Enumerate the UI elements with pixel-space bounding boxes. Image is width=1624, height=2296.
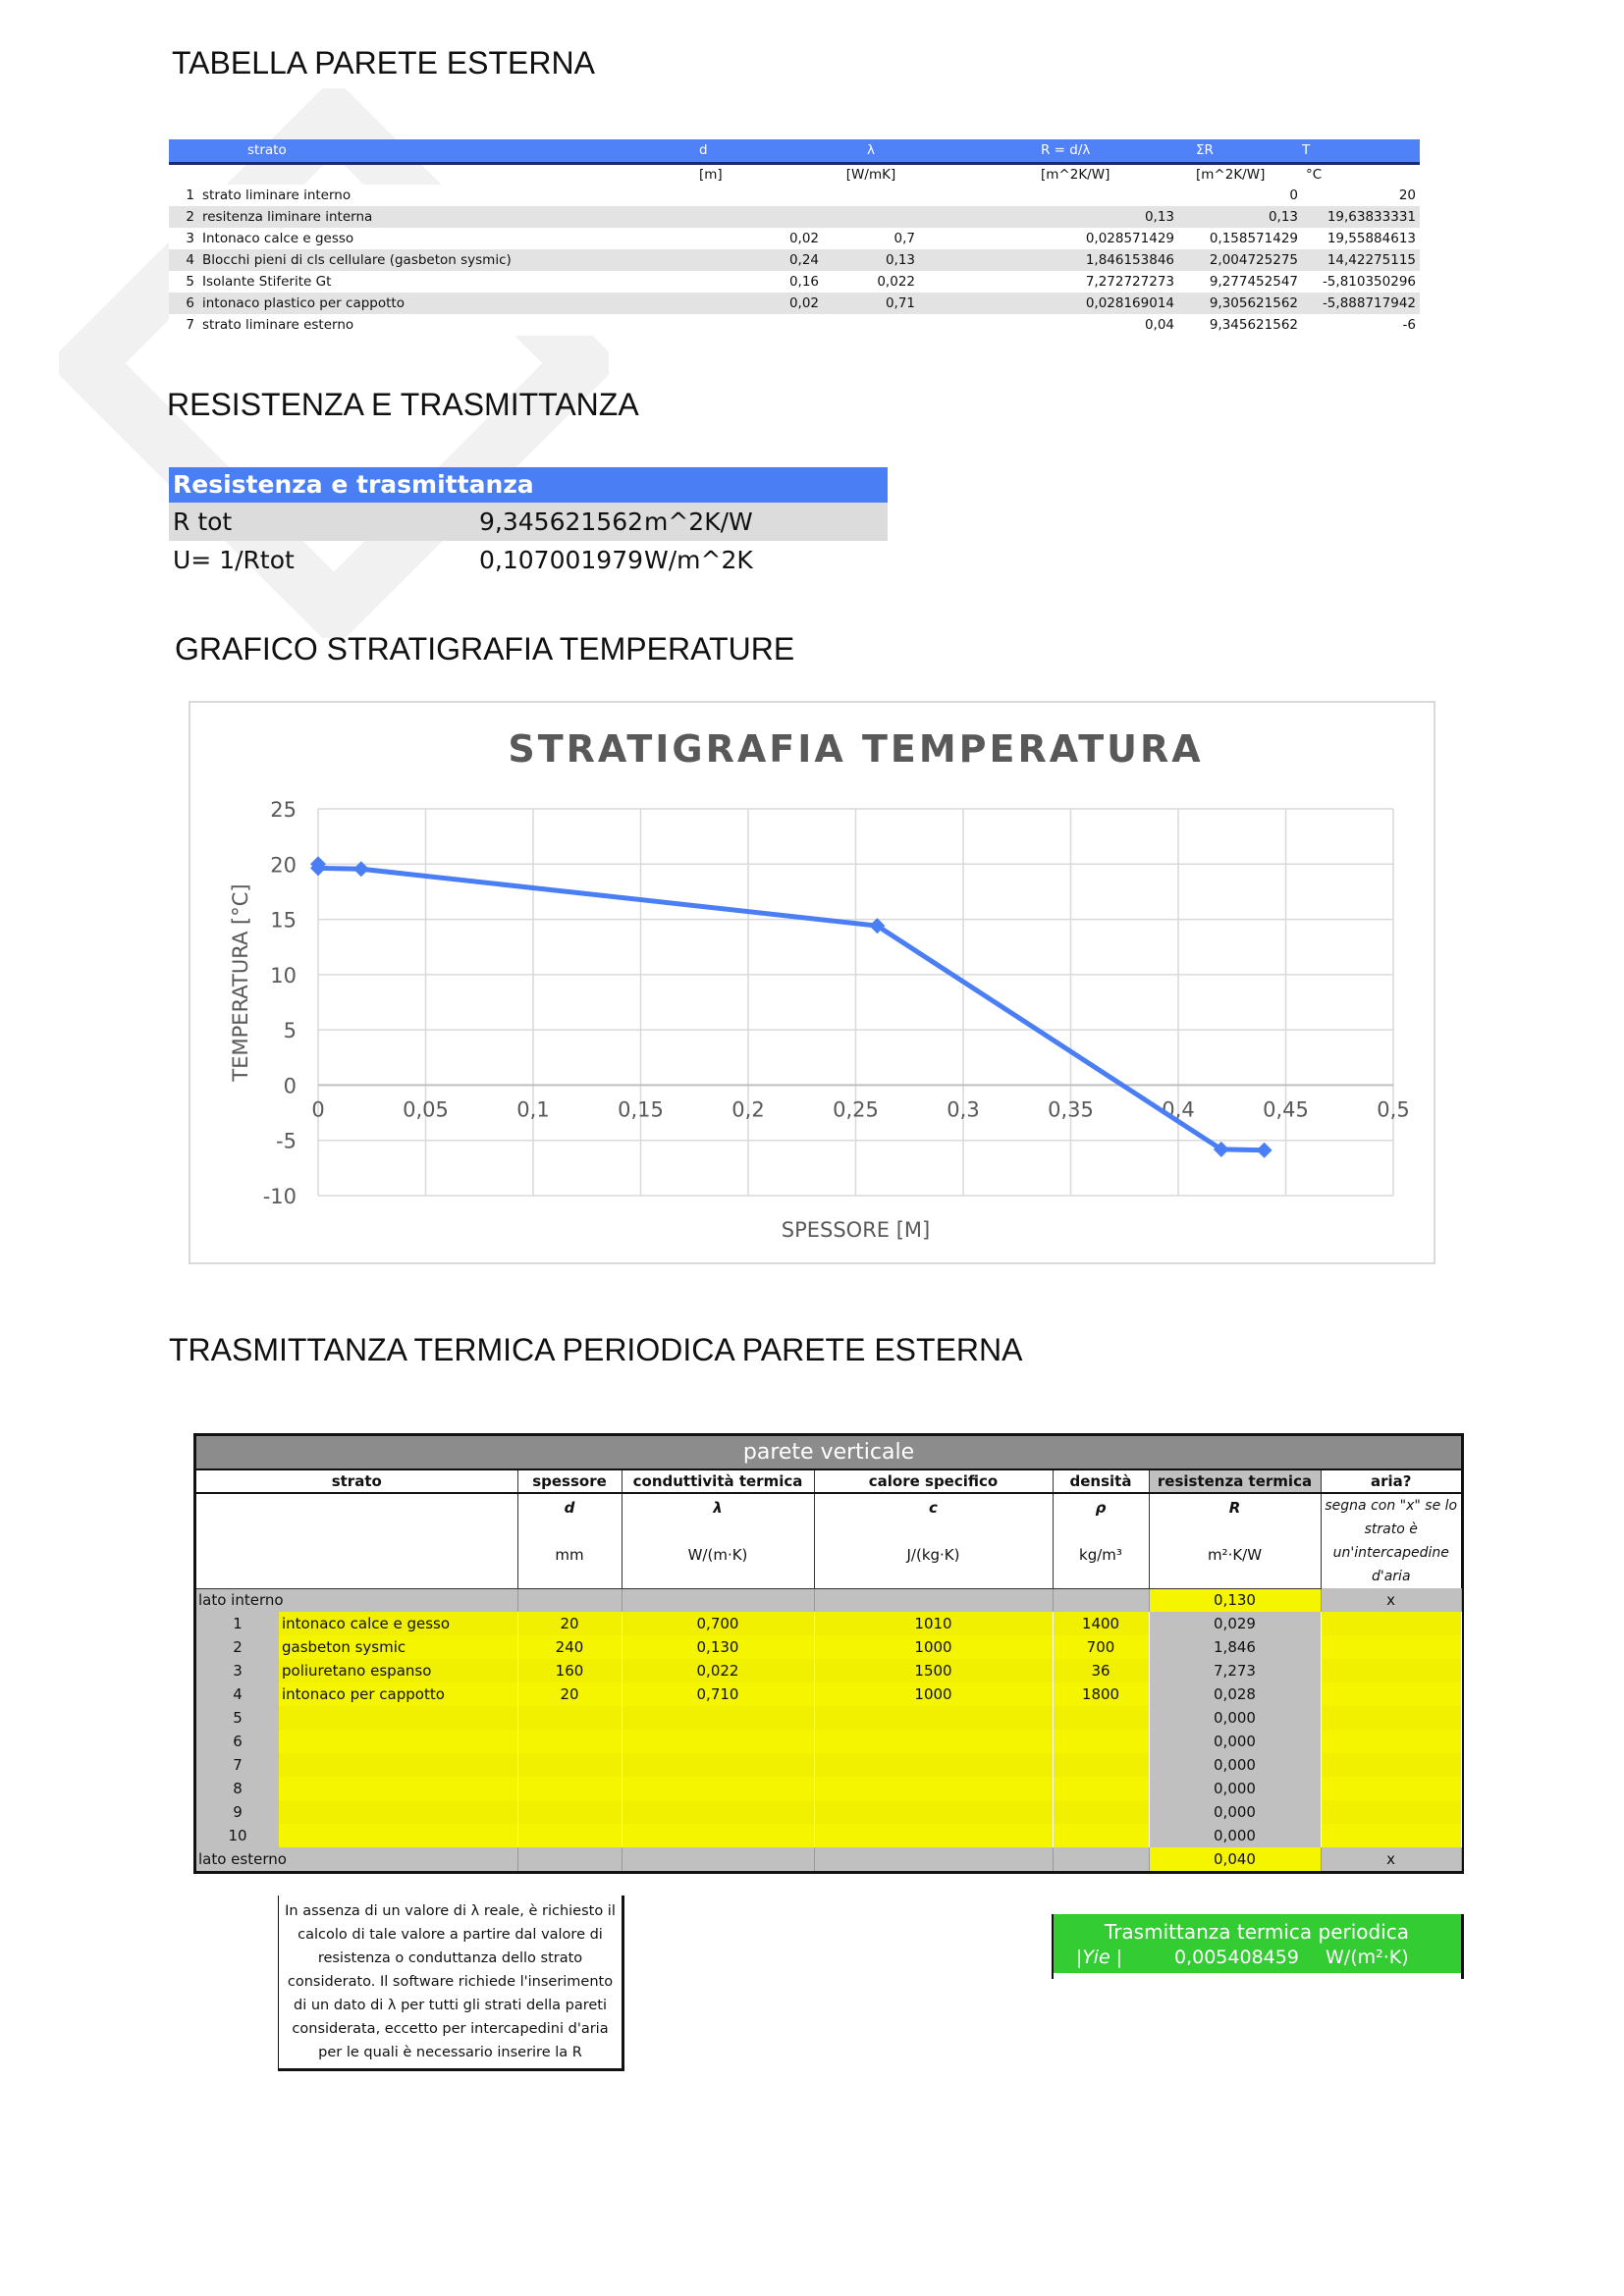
lato-esterno-row xyxy=(196,1847,1461,1871)
conductivity: 0,022 xyxy=(823,271,919,293)
layer-row xyxy=(196,1824,1461,1847)
lambda-note: In assenza di un valore di λ reale, è richiesto il calcolo di tale valore a partire dal valore di resistenza o conduttanza dello strato considerato. Il software richiede l'inserimento di un dato di λ per tutti gli strati della pareti considerata, eccetto per intercapedini d'aria per le quali è necessario inserire la R xyxy=(278,1896,624,2071)
conductivity-input[interactable]: 0,700 xyxy=(622,1612,814,1635)
conductivity xyxy=(823,185,919,206)
u-unit: W/m^2K xyxy=(644,546,753,574)
x-tick-label: 0,4 xyxy=(1162,1097,1195,1122)
resistance: 7,272727273 xyxy=(1037,271,1178,293)
y-tick-label: 0 xyxy=(283,1074,297,1098)
layer-number: 4 xyxy=(196,1682,279,1706)
sym-rho: ρ xyxy=(1053,1493,1149,1522)
table2-column-headers xyxy=(196,1469,1461,1493)
layer-name-input[interactable]: intonaco calce e gesso xyxy=(279,1612,517,1635)
thickness: 0,02 xyxy=(640,228,823,249)
col2-spessore: spessore xyxy=(517,1469,622,1493)
table1-row xyxy=(169,271,1420,293)
density-input[interactable] xyxy=(1053,1753,1149,1777)
y-tick-label: 20 xyxy=(270,853,297,878)
resistance xyxy=(1037,185,1178,206)
unit2-jkgk: J/(kg·K) xyxy=(814,1522,1053,1588)
conductivity-input[interactable] xyxy=(622,1777,814,1800)
unit2-mm: mm xyxy=(517,1522,622,1588)
lato-interno-aria[interactable]: x xyxy=(1321,1588,1461,1612)
specific-heat-input[interactable]: 1000 xyxy=(814,1682,1053,1706)
heading-periodica: TRASMITTANZA TERMICA PERIODICA PARETE ESTERNA xyxy=(169,1332,1023,1367)
conductivity-input[interactable]: 0,022 xyxy=(622,1659,814,1682)
layer-name: strato liminare esterno xyxy=(198,314,640,336)
unit-d: [m] xyxy=(699,166,723,183)
col2-resistenza: resistenza termica xyxy=(1149,1469,1321,1493)
y-axis-title: TEMPERATURA [°C] xyxy=(229,883,252,1082)
heading-grafico: GRAFICO STRATIGRAFIA TEMPERATURE xyxy=(175,631,795,667)
layer-name-input[interactable]: intonaco per cappotto xyxy=(279,1682,517,1706)
periodic-left-border xyxy=(1052,1914,1054,1979)
x-tick-label: 0,35 xyxy=(1048,1097,1094,1122)
layer-number: 10 xyxy=(196,1824,279,1847)
sym-lambda: λ xyxy=(622,1493,814,1522)
u-row xyxy=(169,541,888,579)
resistance: 0,04 xyxy=(1037,314,1178,336)
density-input[interactable] xyxy=(1053,1730,1149,1753)
layer-name-input[interactable]: poliuretano espanso xyxy=(279,1659,517,1682)
conductivity-input[interactable] xyxy=(622,1706,814,1730)
x-tick-label: 0,1 xyxy=(516,1097,550,1122)
layer-name-input[interactable] xyxy=(279,1777,517,1800)
spacer-cell xyxy=(919,249,1037,271)
layer-row xyxy=(196,1635,1461,1659)
layer-number: 1 xyxy=(196,1612,279,1635)
spacer-cell xyxy=(919,185,1037,206)
resistance-value: 0,000 xyxy=(1149,1706,1321,1730)
layer-row xyxy=(196,1706,1461,1730)
periodic-panel xyxy=(1053,1914,1461,1973)
col-r: R = d/λ xyxy=(1037,139,1178,163)
col-t: T xyxy=(1302,139,1420,163)
row-number: 7 xyxy=(169,314,198,336)
col-strato: strato xyxy=(198,139,640,163)
table2-title: parete verticale xyxy=(196,1436,1461,1469)
unit-t: °C xyxy=(1306,166,1323,183)
specific-heat-input[interactable] xyxy=(814,1800,1053,1824)
conductivity-input[interactable] xyxy=(622,1800,814,1824)
temperature-chart xyxy=(189,701,1435,1264)
lato-interno-label: lato interno xyxy=(196,1588,517,1612)
thickness-input[interactable] xyxy=(517,1824,622,1847)
aria-input[interactable] xyxy=(1321,1753,1461,1777)
row-number: 6 xyxy=(169,293,198,314)
table1-row xyxy=(169,314,1420,336)
layer-name: Blocchi pieni di cls cellulare (gasbeton sysmic) xyxy=(198,249,640,271)
aria-input[interactable] xyxy=(1321,1824,1461,1847)
thickness-input[interactable]: 240 xyxy=(517,1635,622,1659)
temperature: 14,42275115 xyxy=(1302,249,1420,271)
aria-input[interactable] xyxy=(1321,1682,1461,1706)
thickness-input[interactable]: 160 xyxy=(517,1659,622,1682)
conductivity xyxy=(823,314,919,336)
x-tick-label: 0,05 xyxy=(403,1097,449,1122)
resistance-value: 0,028 xyxy=(1149,1682,1321,1706)
x-tick-label: 0,15 xyxy=(618,1097,664,1122)
y-tick-label: -5 xyxy=(276,1129,297,1153)
y-tick-label: 5 xyxy=(283,1019,297,1043)
u-value: 0,107001979 xyxy=(479,546,644,574)
col-d: d xyxy=(640,139,823,163)
layer-name-input[interactable] xyxy=(279,1706,517,1730)
sym-d: d xyxy=(517,1493,622,1522)
cumulative-resistance: 9,305621562 xyxy=(1178,293,1302,314)
table1-row xyxy=(169,249,1420,271)
density-input[interactable] xyxy=(1053,1824,1149,1847)
conductivity-input[interactable]: 0,130 xyxy=(622,1635,814,1659)
layer-row xyxy=(196,1682,1461,1706)
layer-number: 8 xyxy=(196,1777,279,1800)
y-tick-label: 15 xyxy=(270,908,297,933)
lato-interno-r[interactable]: 0,130 xyxy=(1149,1588,1321,1612)
layer-row xyxy=(196,1659,1461,1682)
unit2-m2kw: m²·K/W xyxy=(1149,1522,1321,1588)
periodic-value: 0,005408459 xyxy=(1174,1947,1299,1968)
col-sr: ΣR xyxy=(1178,139,1302,163)
layer-name-input[interactable] xyxy=(279,1800,517,1824)
table2-symbol-row xyxy=(196,1493,1461,1522)
specific-heat-input[interactable] xyxy=(814,1730,1053,1753)
aria-input[interactable] xyxy=(1321,1800,1461,1824)
layer-row xyxy=(196,1753,1461,1777)
density-input[interactable]: 1800 xyxy=(1053,1682,1149,1706)
sym-r: R xyxy=(1149,1493,1321,1522)
density-input[interactable]: 36 xyxy=(1053,1659,1149,1682)
col2-conduttivita: conduttività termica xyxy=(622,1469,814,1493)
specific-heat-input[interactable]: 1010 xyxy=(814,1612,1053,1635)
layer-number: 7 xyxy=(196,1753,279,1777)
density-input[interactable] xyxy=(1053,1777,1149,1800)
parete-verticale-panel xyxy=(193,1433,1464,1874)
lato-interno-row xyxy=(196,1588,1461,1612)
x-tick-label: 0,25 xyxy=(833,1097,879,1122)
x-tick-label: 0,5 xyxy=(1377,1097,1410,1122)
unit2-wmk: W/(m·K) xyxy=(622,1522,814,1588)
sym-c: c xyxy=(814,1493,1053,1522)
chart-title: STRATIGRAFIA TEMPERATURA xyxy=(508,727,1204,771)
thickness: 0,16 xyxy=(640,271,823,293)
conductivity-input[interactable] xyxy=(622,1730,814,1753)
heading-tabella: TABELLA PARETE ESTERNA xyxy=(172,45,595,80)
cumulative-resistance: 0,13 xyxy=(1178,206,1302,228)
spacer-cell xyxy=(919,206,1037,228)
table1-row xyxy=(169,293,1420,314)
layer-number: 2 xyxy=(196,1635,279,1659)
rtot-row xyxy=(169,503,888,541)
col2-densita: densità xyxy=(1053,1469,1149,1493)
temperature: 19,63833331 xyxy=(1302,206,1420,228)
aria-input[interactable] xyxy=(1321,1777,1461,1800)
density-input[interactable] xyxy=(1053,1800,1149,1824)
thickness: 0,02 xyxy=(640,293,823,314)
spacer-cell xyxy=(919,293,1037,314)
layer-name-input[interactable] xyxy=(279,1753,517,1777)
resistance-value: 7,273 xyxy=(1149,1659,1321,1682)
layer-name-input[interactable] xyxy=(279,1730,517,1753)
layer-name: resitenza liminare interna xyxy=(198,206,640,228)
resistance-value: 1,846 xyxy=(1149,1635,1321,1659)
heading-resistenza: RESISTENZA E TRASMITTANZA xyxy=(167,387,639,422)
resistance-value: 0,000 xyxy=(1149,1753,1321,1777)
layer-name: Isolante Stiferite Gt xyxy=(198,271,640,293)
resistance-summary xyxy=(169,467,888,579)
periodic-transmittance-box xyxy=(1053,1914,1465,1979)
temperature: 20 xyxy=(1302,185,1420,206)
resistance-value: 0,000 xyxy=(1149,1800,1321,1824)
row-number: 3 xyxy=(169,228,198,249)
lato-esterno-aria[interactable]: x xyxy=(1321,1847,1461,1871)
row-number: 1 xyxy=(169,185,198,206)
series-line xyxy=(318,864,1265,1149)
layer-row xyxy=(196,1730,1461,1753)
layer-number: 5 xyxy=(196,1706,279,1730)
row-number: 2 xyxy=(169,206,198,228)
layer-number: 3 xyxy=(196,1659,279,1682)
specific-heat-input[interactable] xyxy=(814,1824,1053,1847)
layer-row xyxy=(196,1800,1461,1824)
temperature: 19,55884613 xyxy=(1302,228,1420,249)
temperature: -5,888717942 xyxy=(1302,293,1420,314)
thickness xyxy=(640,314,823,336)
table1-header-row xyxy=(169,139,1420,163)
rtot-value: 9,345621562 xyxy=(479,507,644,536)
thickness-input[interactable] xyxy=(517,1777,622,1800)
resistance: 0,028169014 xyxy=(1037,293,1178,314)
thickness-input[interactable] xyxy=(517,1753,622,1777)
density-input[interactable] xyxy=(1053,1706,1149,1730)
cumulative-resistance: 2,004725275 xyxy=(1178,249,1302,271)
y-tick-label: -10 xyxy=(262,1185,297,1208)
periodic-unit: W/(m²·K) xyxy=(1326,1947,1409,1968)
thickness-input[interactable] xyxy=(517,1730,622,1753)
specific-heat-input[interactable]: 1000 xyxy=(814,1635,1053,1659)
x-tick-label: 0,2 xyxy=(731,1097,765,1122)
col-lambda: λ xyxy=(823,139,919,163)
row-number: 5 xyxy=(169,271,198,293)
lato-esterno-r[interactable]: 0,040 xyxy=(1149,1847,1321,1871)
table2-unit-row xyxy=(196,1522,1461,1588)
thickness-input[interactable]: 20 xyxy=(517,1682,622,1706)
specific-heat-input[interactable]: 1500 xyxy=(814,1659,1053,1682)
rtot-label: R tot xyxy=(173,507,233,536)
table1-row xyxy=(169,228,1420,249)
unit-sr: [m^2K/W] xyxy=(1196,166,1266,183)
resistance-value: 0,000 xyxy=(1149,1730,1321,1753)
data-point xyxy=(1257,1143,1272,1158)
temperature: -6 xyxy=(1302,314,1420,336)
layer-row xyxy=(196,1777,1461,1800)
resistance-value: 0,029 xyxy=(1149,1612,1321,1635)
x-tick-label: 0,3 xyxy=(947,1097,980,1122)
unit-r: [m^2K/W] xyxy=(1041,166,1110,183)
resistance: 1,846153846 xyxy=(1037,249,1178,271)
table1-row xyxy=(169,206,1420,228)
chart-svg xyxy=(190,703,1434,1262)
layer-number: 9 xyxy=(196,1800,279,1824)
resistance: 0,13 xyxy=(1037,206,1178,228)
thickness xyxy=(640,206,823,228)
table1-units-row xyxy=(169,163,1420,185)
thickness: 0,24 xyxy=(640,249,823,271)
col2-strato: strato xyxy=(196,1469,517,1493)
aria-note: segna con "x" se lo strato è un'intercapedine d'aria xyxy=(1325,1498,1458,1584)
x-tick-label: 0 xyxy=(311,1097,325,1122)
conductivity xyxy=(823,206,919,228)
aria-input[interactable] xyxy=(1321,1612,1461,1635)
cumulative-resistance: 9,277452547 xyxy=(1178,271,1302,293)
u-label: U= 1/Rtot xyxy=(173,546,295,574)
y-tick-label: 25 xyxy=(270,798,297,822)
conductivity-input[interactable] xyxy=(622,1824,814,1847)
layer-name: intonaco plastico per cappotto xyxy=(198,293,640,314)
aria-input[interactable] xyxy=(1321,1730,1461,1753)
specific-heat-input[interactable] xyxy=(814,1777,1053,1800)
layer-name: Intonaco calce e gesso xyxy=(198,228,640,249)
col2-aria: aria? xyxy=(1321,1469,1461,1493)
resistance: 0,028571429 xyxy=(1037,228,1178,249)
conductivity: 0,71 xyxy=(823,293,919,314)
resistance-title: Resistenza e trasmittanza xyxy=(169,467,888,503)
specific-heat-input[interactable] xyxy=(814,1753,1053,1777)
thickness-input[interactable] xyxy=(517,1800,622,1824)
layer-number: 6 xyxy=(196,1730,279,1753)
layer-name-input[interactable] xyxy=(279,1824,517,1847)
periodic-title: Trasmittanza termica periodica xyxy=(1104,1920,1410,1944)
unit-lambda: [W/mK] xyxy=(845,166,896,183)
lato-esterno-label: lato esterno xyxy=(196,1847,517,1871)
spacer-cell xyxy=(919,314,1037,336)
table1-row xyxy=(169,185,1420,206)
cumulative-resistance: 0,158571429 xyxy=(1178,228,1302,249)
density-input[interactable]: 1400 xyxy=(1053,1612,1149,1635)
layer-name: strato liminare interno xyxy=(198,185,640,206)
aria-input[interactable] xyxy=(1321,1659,1461,1682)
x-axis-title: SPESSORE [M] xyxy=(781,1218,931,1242)
density-input[interactable]: 700 xyxy=(1053,1635,1149,1659)
conductivity: 0,13 xyxy=(823,249,919,271)
col2-calore: calore specifico xyxy=(814,1469,1053,1493)
spacer-cell xyxy=(919,228,1037,249)
row-number: 4 xyxy=(169,249,198,271)
conductivity-input[interactable] xyxy=(622,1753,814,1777)
thickness xyxy=(640,185,823,206)
spacer-cell xyxy=(919,271,1037,293)
periodic-symbol: |Yie | xyxy=(1076,1947,1123,1968)
aria-input[interactable] xyxy=(1321,1706,1461,1730)
specific-heat-input[interactable] xyxy=(814,1706,1053,1730)
thickness-input[interactable]: 20 xyxy=(517,1612,622,1635)
aria-input[interactable] xyxy=(1321,1635,1461,1659)
cumulative-resistance: 0 xyxy=(1178,185,1302,206)
periodic-right-border xyxy=(1461,1914,1464,1979)
cumulative-resistance: 9,345621562 xyxy=(1178,314,1302,336)
rtot-unit: m^2K/W xyxy=(644,507,753,536)
unit2-kgm3: kg/m³ xyxy=(1053,1522,1149,1588)
conductivity-input[interactable]: 0,710 xyxy=(622,1682,814,1706)
parete-verticale-table xyxy=(196,1436,1462,1871)
x-tick-label: 0,45 xyxy=(1263,1097,1309,1122)
temperature: -5,810350296 xyxy=(1302,271,1420,293)
parete-esterna-table xyxy=(169,139,1420,336)
conductivity: 0,7 xyxy=(823,228,919,249)
thickness-input[interactable] xyxy=(517,1706,622,1730)
layer-name-input[interactable]: gasbeton sysmic xyxy=(279,1635,517,1659)
resistance-value: 0,000 xyxy=(1149,1824,1321,1847)
layer-row xyxy=(196,1612,1461,1635)
resistance-value: 0,000 xyxy=(1149,1777,1321,1800)
y-tick-label: 10 xyxy=(270,963,297,988)
